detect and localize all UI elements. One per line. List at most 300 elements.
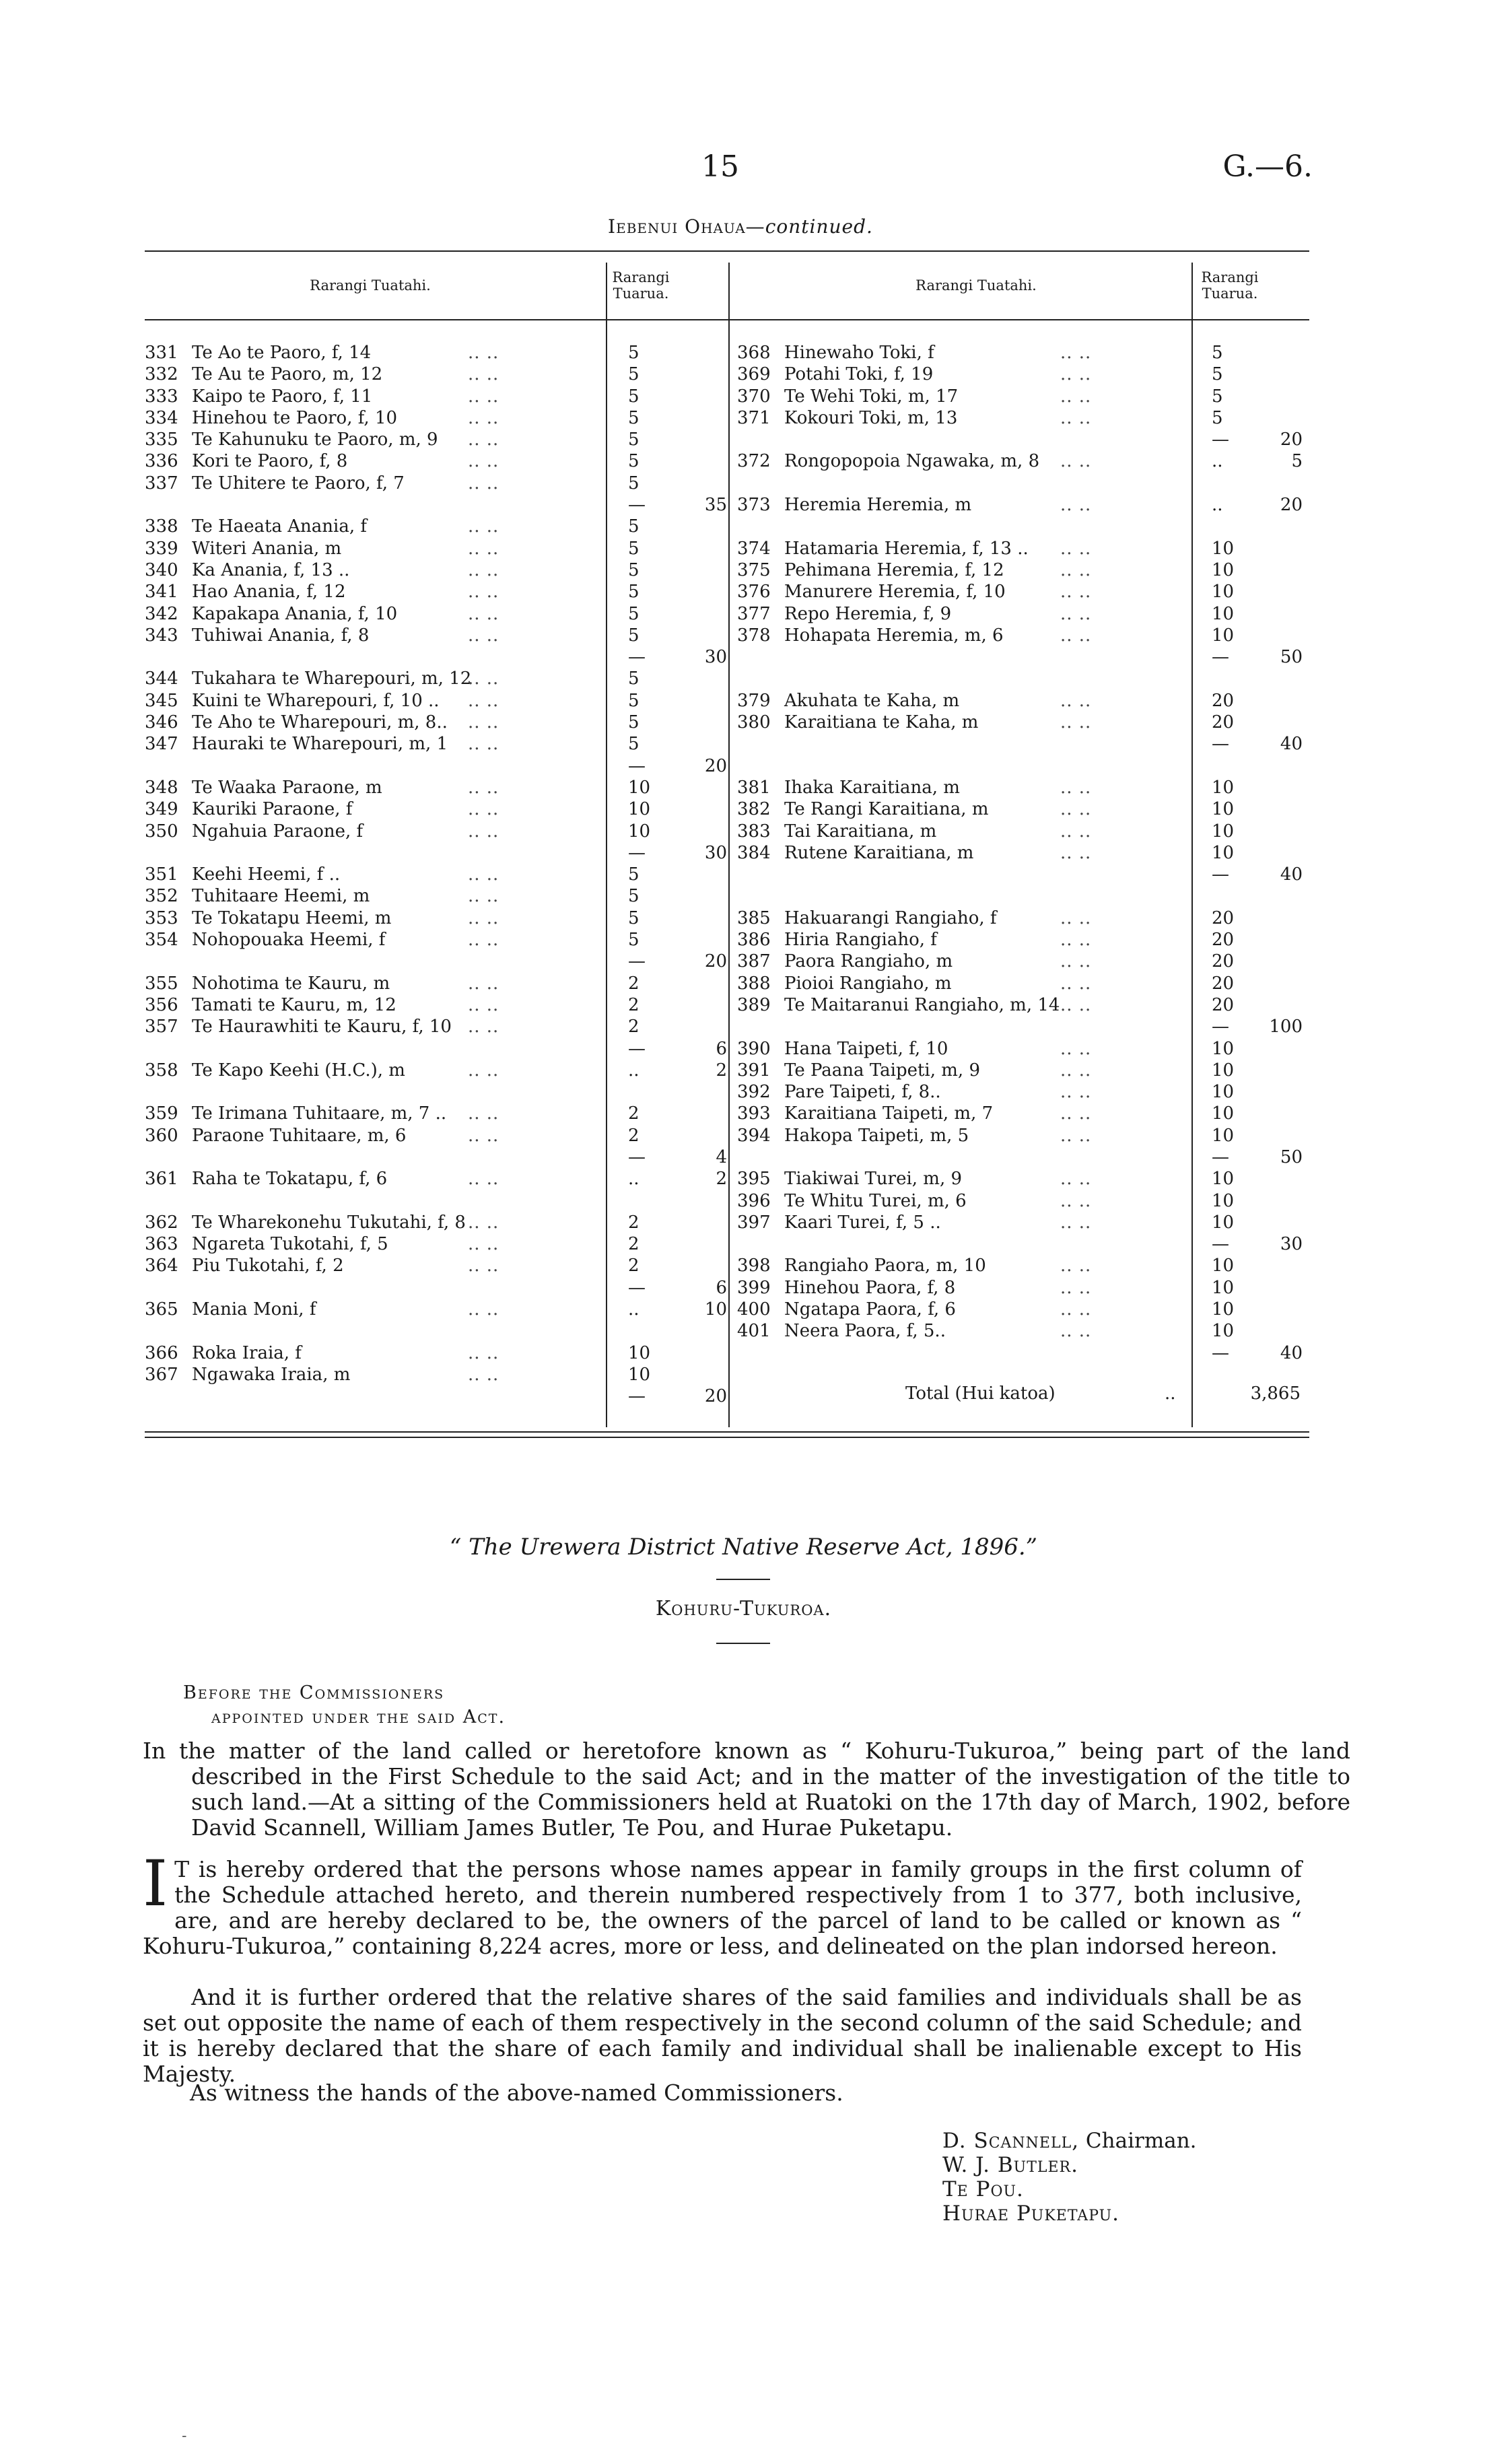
footer-mark: - (182, 2428, 187, 2444)
individual-share: .. (628, 1060, 639, 1081)
table-bottom-rule-2 (145, 1437, 1309, 1438)
owner-name: Te Tokatapu Heemi, m (192, 908, 392, 928)
table-row (145, 864, 737, 885)
owner-name: Kuini te Wharepouri, f, 10 .. (192, 690, 440, 711)
leader-dots: .. .. (468, 603, 499, 624)
individual-share: 5 (628, 407, 639, 428)
leader-dots: .. .. (468, 1342, 499, 1363)
owner-number: 397 (737, 1212, 771, 1233)
owner-name: Ngawaka Iraia, m (192, 1364, 351, 1385)
table-row (737, 407, 1309, 429)
owner-name: Te Aho te Wharepouri, m, 8.. (192, 712, 448, 733)
owner-number: 396 (737, 1190, 771, 1211)
owner-name: Keehi Heemi, f .. (192, 864, 341, 885)
leader-dots: .. .. (468, 669, 499, 689)
individual-share: 5 (628, 908, 639, 928)
owner-name: Rangiaho Paora, m, 10 (784, 1256, 986, 1276)
owner-number: 333 (145, 386, 178, 407)
individual-share: 5 (628, 364, 639, 385)
group-share: 30 (704, 842, 727, 863)
leader-dots: .. .. (468, 777, 499, 798)
owner-number: 344 (145, 669, 178, 689)
table-row (737, 668, 1309, 689)
table-row (145, 646, 737, 668)
owner-number: 377 (737, 603, 771, 624)
table-row (145, 798, 737, 820)
table-row (737, 342, 1309, 364)
owner-name: Potahi Toki, f, 19 (784, 364, 934, 385)
owner-name: Te Uhitere te Paoro, f, 7 (192, 473, 405, 493)
owner-number: 399 (737, 1277, 771, 1298)
table-row (737, 646, 1309, 668)
individual-share: — (628, 1386, 646, 1407)
owner-name: Te Waaka Paraone, m (192, 777, 382, 798)
table-row (737, 755, 1309, 777)
leader-dots: .. .. (1060, 951, 1092, 972)
individual-share: 20 (1212, 908, 1235, 928)
table-row (737, 581, 1309, 603)
signatory-name: Te Pou. (942, 2177, 1024, 2201)
leader-dots: .. .. (1060, 1060, 1092, 1081)
individual-share: 10 (1212, 603, 1235, 624)
table-row (737, 1103, 1309, 1124)
individual-share: 5 (628, 386, 639, 407)
table-title-continued: continued. (765, 215, 873, 238)
header-right-names: Rarangi Tuatahi. (915, 277, 1037, 294)
individual-share: 10 (628, 799, 651, 820)
owner-number: 385 (737, 908, 771, 928)
signatory-name: D. Scannell, (942, 2129, 1080, 2153)
individual-share: 10 (628, 1342, 651, 1363)
owner-name: Pare Taipeti, f, 8.. (784, 1082, 941, 1103)
owner-number: 347 (145, 734, 178, 755)
owner-name: Witeri Anania, m (192, 538, 342, 559)
owner-number: 331 (145, 343, 178, 363)
table-row (145, 733, 737, 755)
individual-share: — (1212, 864, 1229, 885)
signature-line (942, 2153, 1197, 2177)
individual-share: — (1212, 1147, 1229, 1167)
table-row (145, 951, 737, 972)
group-share: 20 (704, 755, 727, 776)
table-row (737, 733, 1309, 755)
owner-name: Raha te Tokatapu, f, 6 (192, 1169, 388, 1190)
total-dots: .. (1165, 1383, 1176, 1404)
individual-share: — (628, 755, 646, 776)
table-row (145, 625, 737, 646)
table-row (737, 798, 1309, 820)
signatures (942, 2129, 1197, 2226)
owner-name: Paraone Tuhitaare, m, 6 (192, 1125, 407, 1146)
table-row (145, 364, 737, 385)
individual-share: 10 (1212, 538, 1235, 559)
individual-share: — (628, 842, 646, 863)
individual-share: .. (628, 1169, 639, 1190)
table-row (145, 1060, 737, 1081)
owner-name: Hakuarangi Rangiaho, f (784, 908, 997, 928)
leader-dots: .. .. (468, 473, 499, 493)
leader-dots: .. .. (1060, 994, 1092, 1015)
owner-name: Hatamaria Heremia, f, 13 .. (784, 538, 1029, 559)
owner-name: Roka Iraia, f (192, 1342, 302, 1363)
leader-dots: .. .. (468, 1256, 499, 1276)
owner-name: Hana Taipeti, f, 10 (784, 1038, 948, 1059)
individual-share: 5 (1212, 364, 1223, 385)
owner-number: 381 (737, 777, 771, 798)
table-row (145, 581, 737, 603)
owner-number: 368 (737, 343, 771, 363)
owner-name: Karaitiana te Kaha, m (784, 712, 979, 733)
leader-dots: .. .. (468, 864, 499, 885)
owner-name: Repo Heremia, f, 9 (784, 603, 952, 624)
individual-share: 5 (628, 430, 639, 450)
owner-name: Kauriki Paraone, f (192, 799, 353, 820)
table-row (737, 690, 1309, 712)
group-share: 20 (1280, 495, 1303, 516)
leader-dots: .. .. (1060, 908, 1092, 928)
table-row (145, 342, 737, 364)
individual-share: 2 (628, 994, 639, 1015)
individual-share: 5 (628, 516, 639, 537)
leader-dots: .. .. (468, 886, 499, 907)
owner-name: Mania Moni, f (192, 1299, 316, 1320)
leader-dots: .. .. (468, 821, 499, 842)
group-share: 20 (704, 951, 727, 972)
group-share: 35 (704, 495, 727, 516)
leader-dots: .. .. (468, 1212, 499, 1233)
individual-share: .. (1212, 495, 1223, 516)
owner-name: Manurere Heremia, f, 10 (784, 582, 1006, 603)
group-share: 6 (716, 1277, 727, 1298)
individual-share: 10 (1212, 1256, 1235, 1276)
leader-dots: .. .. (468, 386, 499, 407)
owner-number: 387 (737, 951, 771, 972)
individual-share: 5 (628, 559, 639, 580)
table-row (737, 908, 1309, 929)
table-row (737, 885, 1309, 907)
leader-dots: .. .. (468, 1060, 499, 1081)
leader-dots: .. .. (468, 908, 499, 928)
individual-share: 5 (628, 603, 639, 624)
table-row (145, 429, 737, 450)
table-row (145, 1233, 737, 1255)
table-row (737, 777, 1309, 798)
owner-name: Tiakiwai Turei, m, 9 (784, 1169, 963, 1190)
table-row (737, 559, 1309, 581)
leader-dots: .. .. (1060, 930, 1092, 951)
owner-number: 393 (737, 1103, 771, 1124)
individual-share: 5 (628, 625, 639, 646)
owner-name: Te Paana Taipeti, m, 9 (784, 1060, 981, 1081)
individual-share: 10 (1212, 799, 1235, 820)
owner-number: 361 (145, 1169, 178, 1190)
table-row (737, 994, 1309, 1016)
signatory-role: Chairman. (1079, 2129, 1197, 2153)
leader-dots: .. .. (1060, 1212, 1092, 1233)
owner-number: 392 (737, 1082, 771, 1103)
table-bottom-rule (145, 1431, 1309, 1433)
owner-name: Hakopa Taipeti, m, 5 (784, 1125, 969, 1146)
individual-share: 20 (1212, 712, 1235, 733)
owner-name: Te Kahunuku te Paoro, m, 9 (192, 430, 438, 450)
owner-number: 346 (145, 712, 178, 733)
leader-dots: .. .. (1060, 603, 1092, 624)
owner-name: Te Kapo Keehi (H.C.), m (192, 1060, 405, 1081)
owner-name: Te Wharekonehu Tukutahi, f, 8 (192, 1212, 466, 1233)
table-row (145, 885, 737, 907)
owner-number: 371 (737, 407, 771, 428)
individual-share: — (1212, 430, 1229, 450)
individual-share: — (628, 1038, 646, 1059)
individual-share: 5 (628, 864, 639, 885)
owner-name: Nohopouaka Heemi, f (192, 930, 386, 951)
individual-share: — (1212, 1342, 1229, 1363)
group-share: 30 (1280, 1234, 1303, 1255)
table-row (145, 668, 737, 689)
individual-share: .. (1212, 451, 1223, 472)
owner-number: 367 (145, 1364, 178, 1385)
group-share: 10 (704, 1299, 727, 1320)
owner-name: Ngatapa Paora, f, 6 (784, 1299, 956, 1320)
table-row (145, 1147, 737, 1168)
individual-share: 10 (1212, 1125, 1235, 1146)
table-row (737, 538, 1309, 559)
owner-name: Ngahuia Paraone, f (192, 821, 364, 842)
owner-number: 356 (145, 994, 178, 1015)
table-row (737, 1125, 1309, 1147)
table-row (737, 951, 1309, 972)
leader-dots: .. .. (468, 930, 499, 951)
individual-share: — (628, 495, 646, 516)
leader-dots: .. .. (1060, 386, 1092, 407)
owner-number: 332 (145, 364, 178, 385)
leader-dots: .. .. (468, 1364, 499, 1385)
owner-name: Tuhiwai Anania, f, 8 (192, 625, 370, 646)
signatory-name: Hurae Puketapu. (942, 2201, 1120, 2226)
owner-number: 375 (737, 559, 771, 580)
owner-name: Pioioi Rangiaho, m (784, 973, 952, 994)
table-row (145, 1168, 737, 1190)
leader-dots: .. .. (468, 690, 499, 711)
group-share: 50 (1280, 647, 1303, 668)
owner-name: Karaitiana Taipeti, m, 7 (784, 1103, 994, 1124)
leader-dots: .. .. (1060, 799, 1092, 820)
rule-1 (716, 1579, 770, 1580)
table-row (737, 1081, 1309, 1103)
signatory-name: W. J. Butler. (942, 2153, 1078, 2177)
leader-dots: .. .. (468, 516, 499, 537)
leader-dots: .. .. (468, 364, 499, 385)
group-share: 4 (716, 1147, 727, 1167)
individual-share: 2 (628, 1017, 639, 1037)
table-row (145, 407, 737, 429)
leader-dots: .. .. (1060, 559, 1092, 580)
individual-share: 10 (1212, 559, 1235, 580)
owner-name: Ihaka Karaitiana, m (784, 777, 960, 798)
group-share: 2 (716, 1169, 727, 1190)
individual-share: — (1212, 1234, 1229, 1255)
table-row (737, 821, 1309, 842)
owner-name: Hinehou te Paoro, f, 10 (192, 407, 398, 428)
owner-number: 350 (145, 821, 178, 842)
table-row (145, 559, 737, 581)
owner-number: 401 (737, 1321, 771, 1342)
leader-dots: .. .. (1060, 842, 1092, 863)
individual-share: — (628, 647, 646, 668)
individual-share: 5 (628, 734, 639, 755)
table-row (737, 929, 1309, 951)
leader-dots: .. .. (1060, 973, 1092, 994)
leader-dots: .. .. (468, 1017, 499, 1037)
owner-number: 341 (145, 582, 178, 603)
leader-dots: .. .. (1060, 343, 1092, 363)
owner-name: Rongopopoia Ngawaka, m, 8 (784, 451, 1040, 472)
individual-share: 2 (628, 973, 639, 994)
group-share: 6 (716, 1038, 727, 1059)
owner-number: 400 (737, 1299, 771, 1320)
leader-dots: .. .. (1060, 712, 1092, 733)
individual-share: 2 (628, 1125, 639, 1146)
owner-name: Ngareta Tukotahi, f, 5 (192, 1234, 388, 1255)
table-row (145, 755, 737, 777)
signature-line (942, 2201, 1197, 2226)
individual-share: 10 (1212, 1299, 1235, 1320)
owner-number: 391 (737, 1060, 771, 1081)
signature-line (942, 2177, 1197, 2201)
owner-number: 360 (145, 1125, 178, 1146)
table-row (145, 494, 737, 516)
owner-number: 386 (737, 930, 771, 951)
table-row (145, 994, 737, 1016)
individual-share: 10 (1212, 1082, 1235, 1103)
individual-share: 10 (1212, 1060, 1235, 1081)
owner-number: 366 (145, 1342, 178, 1363)
individual-share: 10 (628, 1364, 651, 1385)
individual-share: 10 (1212, 1103, 1235, 1124)
owner-number: 374 (737, 538, 771, 559)
owner-number: 382 (737, 799, 771, 820)
owner-number: 388 (737, 973, 771, 994)
individual-share: 10 (1212, 842, 1235, 863)
leader-dots: .. .. (468, 712, 499, 733)
table-row (737, 1277, 1309, 1299)
table-row (145, 1212, 737, 1233)
owner-name: Heremia Heremia, m (784, 495, 972, 516)
individual-share: — (1212, 1017, 1229, 1037)
table-row (145, 1277, 737, 1299)
owner-name: Rutene Karaitiana, m (784, 842, 974, 863)
left-owner-list (145, 342, 737, 1408)
leader-dots: .. .. (1060, 1190, 1092, 1211)
individual-share: 2 (628, 1103, 639, 1124)
owner-name: Hinehou Paora, f, 8 (784, 1277, 956, 1298)
owner-name: Hiria Rangiaho, f (784, 930, 937, 951)
owner-number: 348 (145, 777, 178, 798)
table-row (145, 1385, 737, 1407)
table-row (145, 1016, 737, 1037)
individual-share: 10 (1212, 625, 1235, 646)
owner-number: 337 (145, 473, 178, 493)
table-row (145, 1190, 737, 1212)
leader-dots: .. .. (468, 430, 499, 450)
right-owner-list (737, 342, 1309, 1364)
paragraph-shares: And it is further ordered that the relative shares of the said families and individuals shall be as set out opposite the name of each of them respectively in the second column of the said Schedule; and it is hereby declared that the share of each family and individual shall be inalienable except to His Majesty. (143, 1984, 1302, 2087)
owner-number: 395 (737, 1169, 771, 1190)
table-row (145, 690, 737, 712)
owner-number: 380 (737, 712, 771, 733)
table-row (145, 1255, 737, 1276)
owner-number: 345 (145, 690, 178, 711)
rule-2 (716, 1643, 770, 1644)
individual-share: 5 (628, 473, 639, 493)
individual-share: 10 (1212, 1277, 1235, 1298)
leader-dots: .. .. (1060, 777, 1092, 798)
group-share: 2 (716, 1060, 727, 1081)
individual-share: 10 (1212, 1169, 1235, 1190)
table-top-rule (145, 250, 1309, 252)
owner-name: Kapakapa Anania, f, 10 (192, 603, 398, 624)
header-left-names: Rarangi Tuatahi. (310, 277, 431, 294)
table-row (737, 973, 1309, 994)
individual-share: 20 (1212, 973, 1235, 994)
individual-share: 10 (1212, 1212, 1235, 1233)
leader-dots: .. .. (468, 407, 499, 428)
table-row (145, 1103, 737, 1124)
owner-name: Te Maitaranui Rangiaho, m, 14 (784, 994, 1060, 1015)
owner-name: Pehimana Heremia, f, 12 (784, 559, 1004, 580)
individual-share: — (628, 951, 646, 972)
owner-name: Kokouri Toki, m, 13 (784, 407, 958, 428)
table-row (737, 364, 1309, 385)
individual-share: 10 (1212, 1321, 1235, 1342)
owner-number: 357 (145, 1017, 178, 1037)
group-share: 20 (704, 1386, 727, 1407)
leader-dots: .. .. (468, 973, 499, 994)
owner-name: Neera Paora, f, 5.. (784, 1321, 946, 1342)
table-row (145, 1320, 737, 1342)
owner-number: 390 (737, 1038, 771, 1059)
leader-dots: .. .. (468, 559, 499, 580)
individual-share: .. (628, 1299, 639, 1320)
paragraph-witness: As witness the hands of the above-named Commissioners. (190, 2080, 843, 2106)
table-row (145, 516, 737, 537)
leader-dots: .. .. (1060, 1082, 1092, 1103)
table-row (737, 1060, 1309, 1081)
table-row (145, 712, 737, 733)
individual-share: 20 (1212, 994, 1235, 1015)
owner-number: 355 (145, 973, 178, 994)
group-share: 20 (1280, 430, 1303, 450)
owner-name: Piu Tukotahi, f, 2 (192, 1256, 344, 1276)
leader-dots: .. .. (468, 1299, 499, 1320)
table-row (145, 538, 737, 559)
owner-number: 389 (737, 994, 771, 1015)
owner-number: 334 (145, 407, 178, 428)
owner-number: 342 (145, 603, 178, 624)
table-row (737, 1320, 1309, 1342)
place-title: Kohuru-Tukuroa. (655, 1597, 832, 1620)
table-row (737, 1255, 1309, 1276)
table-row (145, 1342, 737, 1364)
table-header-rule (145, 319, 1309, 320)
owner-name: Te Haeata Anania, f (192, 516, 367, 537)
individual-share: 10 (1212, 582, 1235, 603)
individual-share: 5 (628, 690, 639, 711)
header-right-shares: Rarangi Tuarua. (1201, 269, 1259, 302)
owner-number: 339 (145, 538, 178, 559)
table-row (737, 473, 1309, 494)
table-row (737, 516, 1309, 537)
